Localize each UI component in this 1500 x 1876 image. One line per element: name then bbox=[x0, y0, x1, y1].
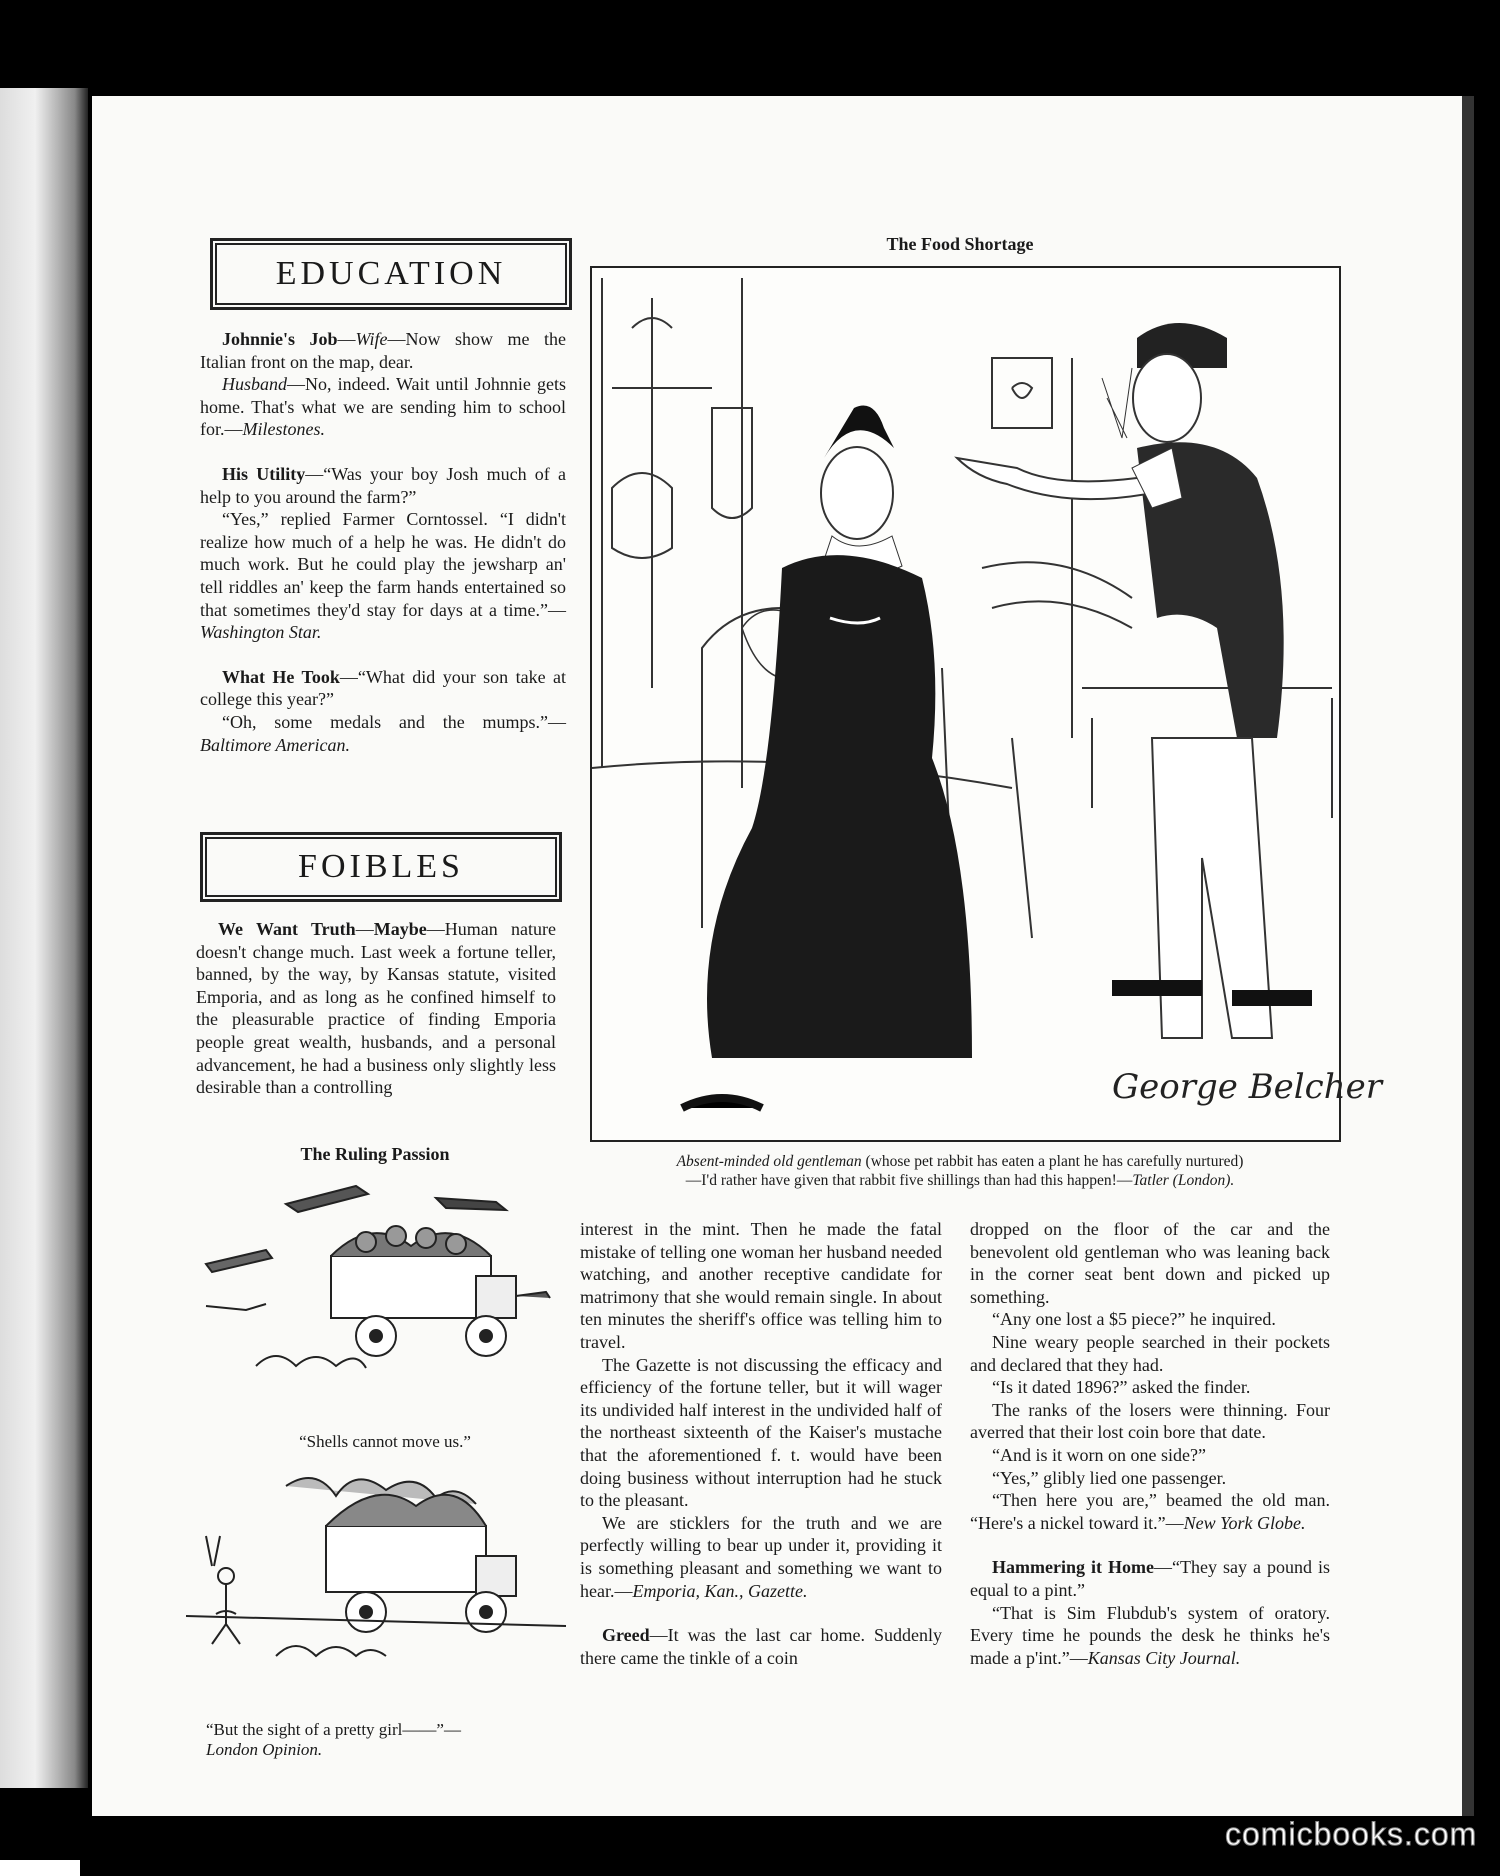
johnnie-paragraph-2 bbox=[200, 373, 566, 441]
caption-italic: Absent-minded old gentleman bbox=[676, 1153, 862, 1170]
foibles-heading-box bbox=[200, 832, 562, 902]
right-p8-wrap bbox=[970, 1489, 1330, 1534]
hammer-p1: —“They say a pound is equal to a pint.” bbox=[970, 1557, 1330, 1600]
left-page-edge bbox=[0, 88, 88, 1788]
johnnie-paragraph bbox=[200, 328, 566, 373]
man-figure bbox=[957, 323, 1312, 1038]
artist-signature: George Belcher bbox=[1112, 1067, 1382, 1107]
utility-source: Washington Star. bbox=[200, 622, 322, 643]
foibles-heading: FOIBLES bbox=[298, 848, 464, 885]
truck-shells-illustration bbox=[196, 1176, 566, 1416]
right-p8: “Then here you are,” beamed the old man. “Here's a nickel toward it.”— bbox=[970, 1490, 1330, 1533]
cartoon-illustration bbox=[592, 268, 1382, 1140]
greed-title: Greed bbox=[602, 1625, 650, 1646]
truth-title-2: Maybe bbox=[373, 919, 427, 939]
middle-column bbox=[580, 1218, 942, 1669]
right-p4: “Is it dated 1896?” asked the finder. bbox=[992, 1377, 1251, 1398]
right-p7: “Yes,” glibly lied one passenger. bbox=[992, 1467, 1227, 1488]
right-p8-source: New York Globe. bbox=[1183, 1512, 1306, 1533]
truth-p1: —Human nature doesn't change much. Last week a fortune teller, banned, by the way, by Kansas statute, visited Emporia, and as long as he confined himself to the pleasurable practice of finding Emporia people great wealth, husbands, and a personal advancement, he had a business only slightly less desirable than a controlling bbox=[196, 919, 556, 1098]
took-paragraph-2 bbox=[200, 711, 566, 756]
hammer-title: Hammering it Home bbox=[992, 1557, 1154, 1578]
middle-p2: The Gazette is not discussing the efficacy and efficiency of the fortune teller, but it will wager its undivided half interest in the undivided half of the northeast sixteenth of the Kaiser's mustache that the aforementioned f. t. would have been doing business without interruption had he stuck to the pleasant. bbox=[580, 1354, 942, 1511]
johnnie-title: Johnnie's Job bbox=[222, 329, 338, 349]
ruling-passion-caption-1: “Shells cannot move us.” bbox=[299, 1432, 471, 1451]
caption-rest: (whose pet rabbit has eaten a plant he has carefully nurtured) bbox=[861, 1153, 1244, 1170]
ruling-passion-cartoon-2 bbox=[186, 1466, 566, 1702]
utility-paragraph bbox=[200, 463, 566, 508]
truth-title: We Want Truth bbox=[218, 919, 356, 939]
ruling-passion-heading: The Ruling Passion bbox=[300, 1144, 450, 1164]
education-heading-box bbox=[210, 238, 572, 310]
speaker-wife: Wife bbox=[355, 329, 388, 349]
middle-p1: interest in the mint. Then he made the fatal mistake of telling one woman her husband needed watching, and another receptive candidate for matrimony that she would remain single. In about ten minutes the sheriff's office was telling him to travel. bbox=[580, 1219, 942, 1352]
took-paragraph bbox=[200, 666, 566, 711]
caption-2-text: “But the sight of a pretty girl——”— bbox=[206, 1720, 461, 1739]
dash: — bbox=[337, 329, 356, 349]
woman-figure bbox=[682, 406, 972, 1109]
utility-p1: —“Was your boy Josh much of a help to you around the farm?” bbox=[200, 463, 566, 507]
hammer-paragraph bbox=[970, 1556, 1330, 1601]
education-column bbox=[200, 328, 566, 756]
dash: — bbox=[355, 919, 374, 939]
ruling-passion-cartoon-1 bbox=[196, 1176, 566, 1416]
hammer-p2: “That is Sim Flubdub's system of oratory. Every time he pounds the desk he thinks he's made a p'int.”— bbox=[970, 1602, 1330, 1668]
caption-source: Tatler (London). bbox=[1132, 1172, 1235, 1189]
truck-pretty-girl-illustration bbox=[186, 1466, 566, 1702]
took-source: Baltimore American. bbox=[200, 734, 350, 755]
right-p6: “And is it worn on one side?” bbox=[992, 1444, 1206, 1465]
food-shortage-cartoon bbox=[590, 266, 1382, 1142]
took-title: What He Took bbox=[222, 666, 340, 687]
took-p2: “Oh, some medals and the mumps.”— bbox=[222, 711, 566, 732]
middle-p3-wrap bbox=[580, 1512, 942, 1602]
caption-2-source: London Opinion. bbox=[206, 1740, 323, 1759]
greed-paragraph bbox=[580, 1624, 942, 1669]
johnnie-line1: —Now show me the Italian front on the map, dear. bbox=[200, 329, 566, 372]
caption-line2: —I'd rather have given that rabbit five shillings than had this happen!— bbox=[685, 1172, 1133, 1189]
right-p5: The ranks of the losers were thinning. Four averred that their lost coin bore that date. bbox=[970, 1399, 1330, 1443]
corner-label bbox=[0, 1860, 80, 1876]
watermark: comicbooks.com bbox=[1225, 1816, 1478, 1852]
johnnie-line2: —No, indeed. Wait until Johnnie gets home. That's what we are sending him to school for.— bbox=[200, 374, 566, 440]
ruling-passion-caption-2 bbox=[206, 1720, 566, 1760]
food-shortage-heading: The Food Shortage bbox=[886, 234, 1034, 254]
middle-p3-source: Emporia, Kan., Gazette. bbox=[632, 1580, 808, 1601]
hammer-paragraph-2 bbox=[970, 1602, 1330, 1670]
greed-text: —It was the last car home. Suddenly there came the tinkle of a coin bbox=[580, 1625, 942, 1668]
food-shortage-caption bbox=[560, 1152, 1360, 1190]
utility-title: His Utility bbox=[222, 463, 306, 484]
right-p3: Nine weary people searched in their pockets and declared that they had. bbox=[970, 1331, 1330, 1375]
took-p1: —“What did your son take at college this year?” bbox=[200, 666, 566, 710]
education-heading: EDUCATION bbox=[275, 255, 507, 292]
right-p1: dropped on the floor of the car and the benevolent old gentleman who was leaning back in the corner seat bent down and picked up something. bbox=[970, 1219, 1330, 1307]
truth-paragraph bbox=[196, 918, 556, 1099]
speaker-husband: Husband bbox=[222, 374, 288, 395]
johnnie-source: Milestones. bbox=[242, 419, 325, 440]
utility-p2: “Yes,” replied Farmer Corntossel. “I didn't realize how much of a help he was. He didn't do much work. But he could play the jewsharp an' tell riddles an' keep the farm hands entertained so that sometimes they'd stay for days at a time.”— bbox=[200, 509, 566, 620]
middle-p3: We are sticklers for the truth and we are perfectly willing to bear up under it, providing it is something pleasant and something we want to hear.— bbox=[580, 1512, 942, 1601]
utility-paragraph-2 bbox=[200, 508, 566, 644]
right-column bbox=[970, 1218, 1330, 1669]
foibles-column bbox=[196, 918, 556, 1099]
hammer-source: Kansas City Journal. bbox=[1087, 1647, 1241, 1668]
right-p2: “Any one lost a $5 piece?” he inquired. bbox=[992, 1309, 1276, 1330]
page-border bbox=[1462, 96, 1474, 1816]
